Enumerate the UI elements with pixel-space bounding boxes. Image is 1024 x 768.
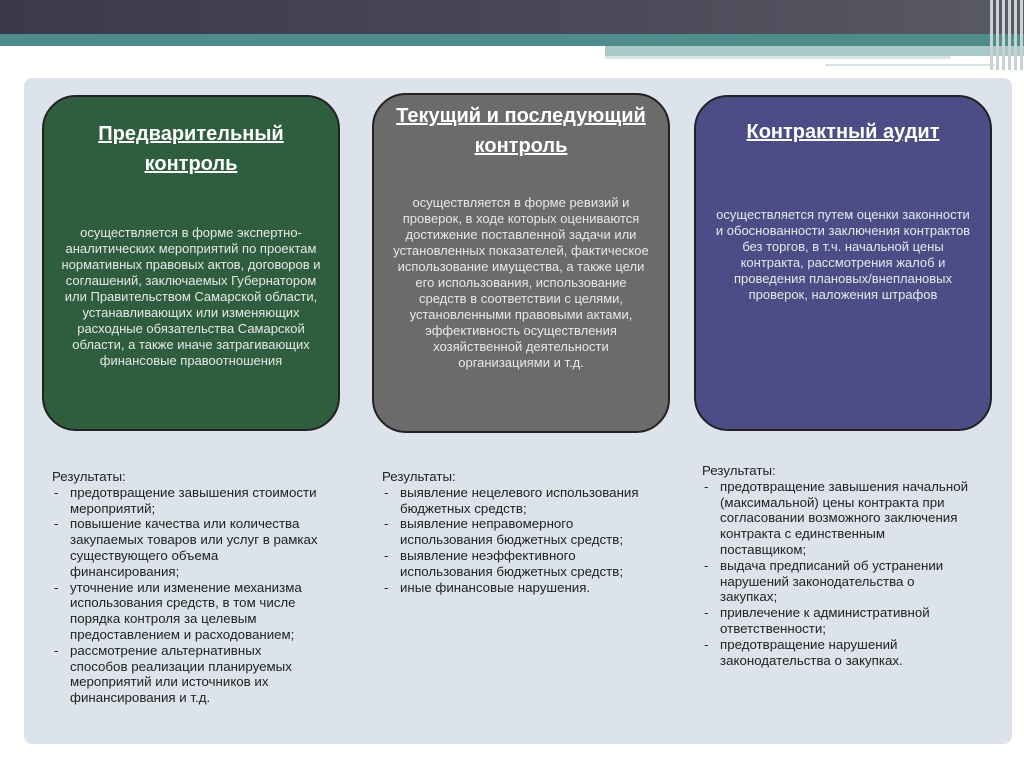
list-item: - предотвращение завышения начальной (максимальной) цены контракта при согласовании возможного заключения контракта с единственным поставщиком; xyxy=(702,479,970,558)
results-current xyxy=(382,469,652,595)
header-stripe xyxy=(0,34,1024,46)
list-item: - выдача предписаний об устранении нарушений законодательства о закупках; xyxy=(702,558,970,605)
header-band xyxy=(0,0,1024,34)
list-item: - привлечение к административной ответственности; xyxy=(702,605,970,637)
box-description: осуществляется путем оценки законности и обоснованности заключения контрактов без торгов, в т.ч. начальной цены контракта, рассмотрения жалоб и проведения плановых/внеплановых проверок, наложения штрафов xyxy=(715,207,971,302)
list-item: - уточнение или изменение механизма использования средств, в том числе порядка контроля за целевым предоставлением и расходованием; xyxy=(52,580,322,643)
list-item: - выявление неправомерного использования бюджетных средств; xyxy=(382,516,652,548)
contract-audit-box xyxy=(694,95,992,431)
list-item: - выявление нецелевого использования бюджетных средств; xyxy=(382,485,652,517)
results-label: Результаты: xyxy=(382,469,456,484)
list-item: - иные финансовые нарушения. xyxy=(382,580,652,596)
results-list xyxy=(702,479,970,669)
current-control-box xyxy=(372,93,670,433)
box-description: осуществляется в форме ревизий и проверок, в ходе которых оцениваются достижение поставленной задачи или установленных показателей, фактическое использование имущества, а также цели его использования, использование средств в соответствии с целями, установленными правовыми актами, эффективность осуществления хозяйственной деятельности организациями и т.д. xyxy=(393,195,649,370)
preliminary-control-box xyxy=(42,95,340,431)
results-audit xyxy=(702,463,970,668)
header-bars xyxy=(990,0,1024,70)
list-item: - повышение качества или количества закупаемых товаров или услуг в рамках существующего объема финансирования; xyxy=(52,516,322,579)
results-label: Результаты: xyxy=(52,469,126,484)
list-item: - предотвращение завышения стоимости мероприятий; xyxy=(52,485,322,517)
header-line xyxy=(605,56,950,59)
box-title: Контрактный аудит xyxy=(746,121,940,143)
header-line xyxy=(825,64,995,66)
results-list xyxy=(382,485,652,596)
box-description: осуществляется в форме экспертно-аналитических мероприятий по проектам нормативных правовых актов, договоров и соглашений, заключаемых Губернатором или Правительством Самарской области, устанавливающих или изменяющих расходные обязательства Самарской области, а также иначе затрагивающих финансовые правоотношения xyxy=(61,225,321,368)
list-item: - предотвращение нарушений законодательства о закупках. xyxy=(702,637,970,669)
results-list xyxy=(52,485,322,706)
list-item: - выявление неэффективного использования бюджетных средств; xyxy=(382,548,652,580)
header-stripe-light xyxy=(605,46,1024,56)
results-label: Результаты: xyxy=(702,463,776,478)
results-preliminary xyxy=(52,469,322,706)
box-title: Предварительный контроль xyxy=(98,123,284,175)
list-item: - рассмотрение альтернативных способов реализации планируемых мероприятий или источников их финансирования и т.д. xyxy=(52,643,322,706)
box-title: Текущий и последующий контроль xyxy=(396,105,646,157)
